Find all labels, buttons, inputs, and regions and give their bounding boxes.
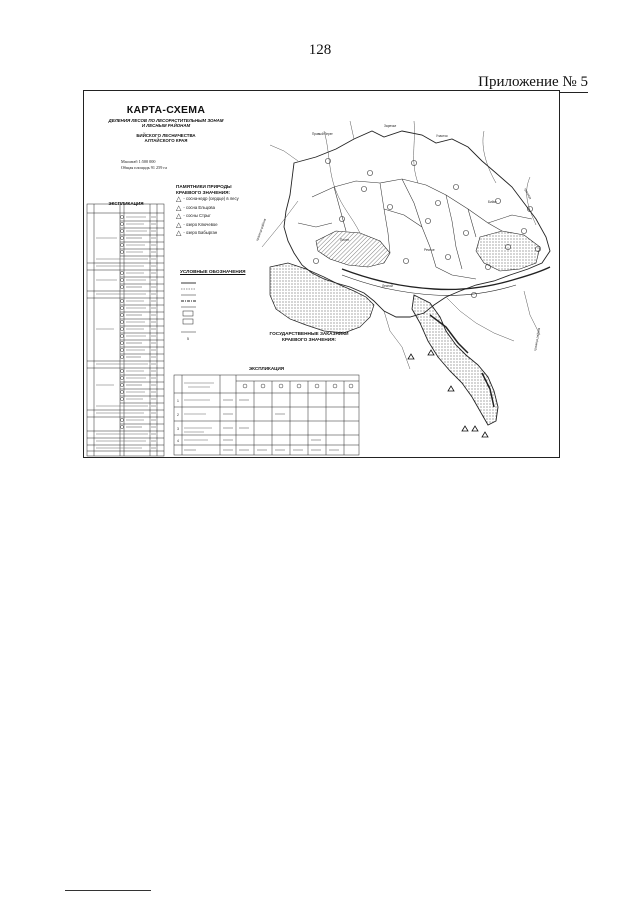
table-circle-markers — [120, 215, 123, 428]
legend-header: УСЛОВНЫЕ ОБОЗНАЧЕНИЯ — [180, 269, 246, 274]
nature-monument-item: △ - сосна-кедр (сердце) в лесу — [176, 196, 239, 203]
svg-text:5: 5 — [187, 337, 189, 341]
triangle-icon: △ — [176, 221, 182, 229]
map-territory — [255, 121, 550, 437]
area-text: Общая площадь 91 259 га — [121, 165, 167, 171]
explication-table-left — [87, 204, 164, 456]
nature-monuments-header: ПАМЯТНИКИ ПРИРОДЫ КРАЕВОГО ЗНАЧЕНИЯ: — [176, 184, 232, 195]
triangle-icon: △ — [176, 196, 182, 203]
nature-monument-item: △ - сосна Ельцова — [176, 204, 215, 212]
map-drawing — [84, 91, 559, 457]
svg-text:граница района: граница района — [533, 327, 542, 352]
map-subtitle: ДЕЛЕНИЯ ЛЕСОВ ПО ЛЕСОРАСТИТЕЛЬНЫМ ЗОНАМ И ЛЕСНЫМ РАЙОНАМ — [108, 118, 224, 129]
table-text-lines — [96, 217, 156, 448]
appendix-label: Приложение № 5 — [478, 74, 588, 93]
svg-text:граница: граница — [523, 187, 533, 200]
svg-text:Участок: Участок — [436, 134, 448, 138]
triangle-icon: △ — [176, 213, 182, 221]
svg-text:Речное: Речное — [424, 248, 435, 252]
scale-info — [121, 159, 167, 172]
nature-monuments-list — [176, 197, 256, 240]
legend-symbols — [181, 283, 196, 341]
explication-left — [86, 201, 166, 207]
nature-monument-item: △ - озеро Бабырган — [176, 230, 218, 238]
explication-left-header: ЭКСПЛИКАЦИЯ — [108, 201, 144, 206]
footnote-rule — [65, 890, 151, 891]
explication-bottom — [174, 366, 359, 371]
svg-text:1: 1 — [177, 399, 179, 403]
svg-text:4: 4 — [177, 439, 179, 443]
svg-text:Лесной: Лесной — [382, 284, 393, 288]
svg-text:Плотн.: Плотн. — [340, 238, 350, 242]
map-title-block — [106, 104, 226, 144]
page-number: 128 — [308, 42, 332, 58]
svg-text:2: 2 — [177, 413, 179, 417]
svg-text:Правый берег: Правый берег — [312, 132, 333, 136]
svg-text:Бийск: Бийск — [488, 200, 497, 204]
forestry-name: БИЙСКОГО ЛЕСНИЧЕСТВА АЛТАЙСКОГО КРАЯ — [136, 132, 196, 144]
triangle-icon: △ — [176, 204, 182, 212]
map-scheme — [83, 90, 560, 458]
explication-bottom-header: ЭКСПЛИКАЦИЯ — [248, 366, 285, 371]
triangle-icon: △ — [176, 230, 182, 238]
nature-monument-item: △ - озеро Ключевое — [176, 221, 218, 229]
reserves-header: ГОСУДАРСТВЕННЫЕ ЗАКАЗНИКИ КРАЕВОГО ЗНАЧЕНИЯ: — [269, 331, 349, 342]
svg-text:3: 3 — [177, 427, 179, 431]
bottom-table-symbols — [243, 384, 353, 388]
map-title: КАРТА-СХЕМА — [126, 104, 206, 116]
svg-text:Заречье: Заречье — [384, 124, 397, 128]
svg-text:граница района: граница района — [255, 218, 267, 242]
scale-text: Масштаб 1:500 000 — [121, 159, 156, 164]
nature-monument-item: △ - сосны Стрыг — [176, 213, 211, 221]
